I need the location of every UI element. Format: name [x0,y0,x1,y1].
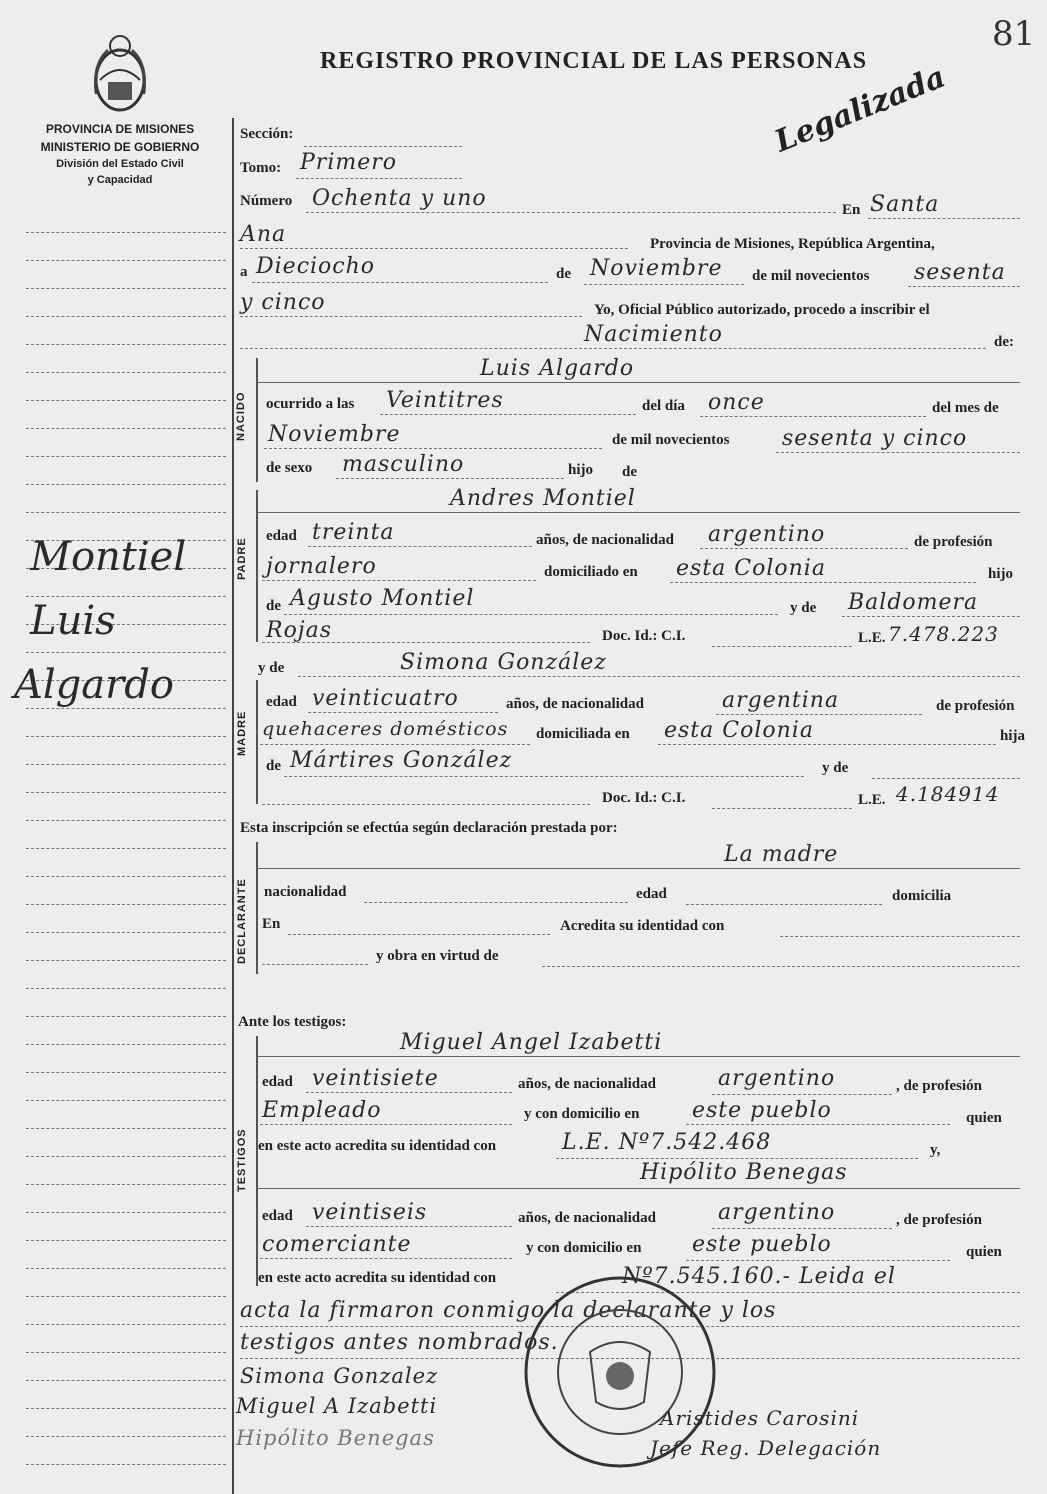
label-anos-nac-padre: años, de nacionalidad [536,532,674,548]
label-edad-padre: edad [266,528,297,544]
hora-value: Veintitres [386,388,504,413]
section-nacido: NACIDO [235,391,247,441]
label-de: de [556,266,571,282]
oficial-cargo: Jefe Reg. Delegación [650,1436,882,1460]
abuela-value-2: Rojas [266,618,333,643]
label-profesion-t1: , de profesión [896,1078,982,1094]
lugar-value-2: Ana [240,222,287,247]
t2-edad-value: veintiseis [312,1200,428,1225]
label-en-decl: En [262,916,281,932]
madre-value: Simona González [400,650,607,675]
margin-second-name: Algardo [14,662,174,708]
padre-le-value: 7.478.223 [888,622,999,646]
label-numero: Número [240,193,293,209]
label-hijo: hijo [568,462,594,478]
label-edad-t1: edad [262,1074,293,1090]
anio-value-1: sesenta [914,260,1006,285]
declarante-value: La madre [724,842,839,867]
madre-edad-value: veinticuatro [312,686,459,711]
margin-surname: Montiel [30,534,187,580]
signature-madre: Simona Gonzalez [240,1364,439,1388]
mes-value: Noviembre [590,256,723,281]
label-doc-madre: Doc. Id.: C.I. [602,790,686,806]
label-domicilia-decl: domicilia [892,888,952,904]
label-nacionalidad-decl: nacionalidad [264,884,347,900]
t2-prof-value: comerciante [262,1232,412,1257]
madre-nac-value: argentina [722,688,840,713]
label-del-mes: del mes de [932,400,999,416]
label-y-comma-t1: y, [930,1142,941,1158]
label-profesion-t2: , de profesión [896,1212,982,1228]
label-domiciliado-padre: domiciliado en [544,564,638,580]
padre-dom-value: esta Colonia [676,556,826,581]
label-domicilio-t1: y con domicilio en [524,1106,640,1122]
label-de-abuelo-m: de [266,758,281,774]
label-anos-nac-t1: años, de nacionalidad [518,1076,656,1092]
legalizada-annotation: Legalizada [770,59,951,160]
ministry-name: MINISTERIO DE GOBIERNO [40,140,200,154]
label-de-colon: de: [994,334,1014,350]
label-y-de-madre: y de [258,660,285,676]
signature-testigo-1: Miguel A Izabetti [236,1394,438,1418]
padre-prof-value: jornalero [266,554,377,579]
label-ocurrido: ocurrido a las [266,396,355,412]
padre-nac-value: argentino [708,522,826,547]
label-ante-testigos: Ante los testigos: [238,1014,347,1030]
label-en: En [842,202,861,218]
label-a: a [240,264,248,280]
section-madre: MADRE [236,710,248,756]
label-profesion-madre: de profesión [936,698,1015,714]
document-title: REGISTRO PROVINCIAL DE LAS PERSONAS [320,48,868,74]
coat-of-arms-icon [88,24,152,116]
dia-nac-value: once [708,390,765,415]
label-provincia: Provincia de Misiones, República Argentina, [650,236,935,252]
capacity-name: y Capacidad [87,174,153,186]
label-de-mil-novecientos: de mil novecientos [612,432,730,448]
label-seccion: Sección: [240,126,294,142]
dia-value: Dieciocho [256,254,376,279]
closing-line-1: acta la firmaron conmigo la declarante y los [240,1298,777,1323]
t1-edad-value: veintisiete [312,1066,439,1091]
label-hija-madre: hija [1000,728,1026,744]
label-edad-decl: edad [636,886,667,902]
label-tomo: Tomo: [240,160,282,176]
anio-nac-value: sesenta y cinco [782,426,968,451]
abuelo-m-value: Mártires González [290,748,513,773]
label-doc-padre: Doc. Id.: C.I. [602,628,686,644]
label-mil-novecientos: de mil novecientos [752,268,870,284]
label-anos-nac-madre: años, de nacionalidad [506,696,644,712]
label-hijo-padre: hijo [988,566,1014,582]
t2-dom-value: este pueblo [692,1232,832,1257]
label-declaracion: Esta inscripción se efectúa según declaración prestada por: [240,820,618,836]
anio-value-2: y cinco [240,290,326,315]
label-anos-nac-t2: años, de nacionalidad [518,1210,656,1226]
label-domicilio-t2: y con domicilio en [526,1240,642,1256]
label-quien-t2: quien [966,1244,1002,1260]
t2-doc-value: Nº7.545.160.- Leida el [622,1264,896,1289]
t2-nac-value: argentino [718,1200,836,1225]
label-domiciliada-madre: domiciliada en [536,726,630,742]
madre-dom-value: esta Colonia [664,718,814,743]
madre-le-value: 4.184914 [896,782,1000,806]
label-profesion-padre: de profesión [914,534,993,550]
label-obra-decl: y obra en virtud de [376,948,499,964]
t1-dom-value: este pueblo [692,1098,832,1123]
testigo1-value: Miguel Angel Izabetti [400,1030,663,1055]
nombre-value: Luis Algardo [480,356,635,381]
section-padre: PADRE [236,537,248,580]
label-y-de-abuela: y de [790,600,817,616]
division-name: División del Estado Civil [56,158,184,170]
mes-nac-value: Noviembre [268,422,401,447]
signature-testigo-2: Hipólito Benegas [236,1426,435,1450]
closing-line-2: testigos antes nombrados. [240,1330,559,1355]
section-testigos: TESTIGOS [236,1128,248,1192]
abuela-value-1: Baldomera [848,590,979,615]
madre-prof-value: quehaceres domésticos [262,718,509,740]
label-de-2: de [622,464,637,480]
signature-oficial: Aristides Carosini [660,1406,860,1430]
label-edad-t2: edad [262,1208,293,1224]
label-acto-acredita-t1: en este acto acredita su identidad con [258,1138,497,1154]
padre-value: Andres Montiel [450,486,636,511]
label-y-de-abuela-m: y de [822,760,849,776]
tomo-value: Primero [300,150,397,175]
label-oficial: Yo, Oficial Público autorizado, procedo a inscribir el [594,302,930,318]
page-number: 81 [992,14,1036,54]
t1-doc-value: L.E. Nº7.542.468 [562,1130,772,1155]
numero-value: Ochenta y uno [312,186,487,211]
lugar-value-1: Santa [870,192,940,217]
label-le-padre: L.E. [858,630,886,646]
label-edad-madre: edad [266,694,297,710]
label-de-abuelo: de [266,598,281,614]
acto-value: Nacimiento [584,322,723,347]
province-name: PROVINCIA DE MISIONES [45,122,195,136]
t1-nac-value: argentino [718,1066,836,1091]
label-le-madre: L.E. [858,792,886,808]
sexo-value: masculino [342,452,465,477]
t1-prof-value: Empleado [262,1098,382,1123]
label-acredita-decl: Acredita su identidad con [560,918,725,934]
abuelo-value: Agusto Montiel [290,586,475,611]
label-quien-t1: quien [966,1110,1002,1126]
label-acto-acredita-t2: en este acto acredita su identidad con [258,1270,497,1286]
testigo2-value: Hipólito Benegas [640,1160,848,1185]
section-declarante: DECLARANTE [236,878,248,964]
label-del-dia: del día [642,398,685,414]
margin-first-name: Luis [30,598,116,644]
label-de-sexo: de sexo [266,460,313,476]
padre-edad-value: treinta [312,520,395,545]
